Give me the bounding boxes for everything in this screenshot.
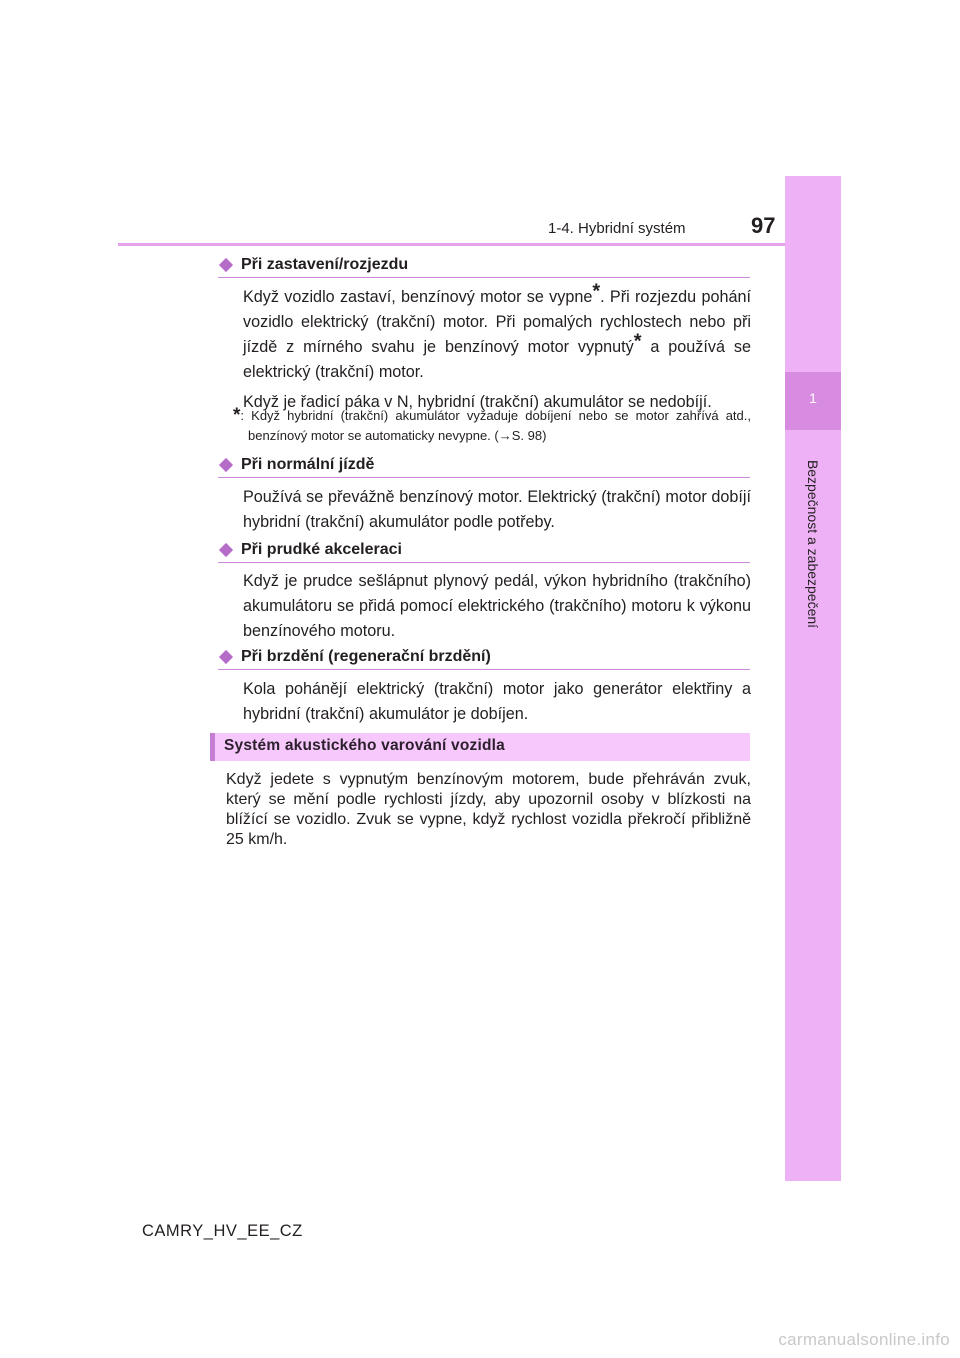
paragraph: Používá se převážně benzínový motor. Elektrický (trakční) motor dobíjí hybridní (trakční) akumulátor podle potřeby.	[243, 488, 751, 531]
footnote-marker: *	[233, 404, 241, 426]
text-run: . Při rozjezdu pohání vozidlo elektrický (trakční) motor. Při pomalých rychlostech nebo při jízdě z mírného svahu je benzínový motor vypnutý	[243, 288, 751, 356]
asterisk-marker: *	[592, 280, 601, 303]
section-heading	[218, 455, 374, 475]
paragraph	[243, 280, 751, 385]
section-rule	[218, 562, 750, 563]
page-number: 97	[751, 213, 776, 238]
section-title: Při brzdění (regenerační brzdění)	[241, 648, 491, 665]
header-rule	[118, 243, 841, 246]
section-body	[243, 569, 751, 649]
section-title: Při zastavení/rozjezdu	[241, 256, 409, 273]
paragraph: Když je prudce sešlápnut plynový pedál, výkon hybridního (trakčního) akumulátoru se přidá pomocí elektrického (trakčního) motoru k výkonu benzínového motoru.	[243, 572, 751, 640]
banner-paragraph: Když jedete s vypnutým benzínovým motorem, bude přehráván zvuk, který se mění podle rychlosti jízdy, aby upozornil osoby v blízkosti na blížící se vozidlo. Zvuk se vypne, když rychlost vozidla překročí přibližně 25 km/h.	[226, 771, 751, 848]
text-run: a používá se elektrický (trakční) motor.	[243, 338, 751, 381]
section-title: Při normální jízdě	[241, 456, 375, 473]
side-tab	[785, 176, 841, 1181]
banner-title: Systém akustického varování vozidla	[224, 737, 505, 754]
chapter-title: Bezpečnost a zabezpečení	[805, 459, 821, 629]
text-run: Když vozidlo zastaví, benzínový motor se vypne	[243, 288, 593, 306]
page-reference-link[interactable]: S. 98)	[511, 428, 547, 443]
section-heading	[218, 255, 408, 275]
footnote-text: : Když hybridní (trakční) akumulátor vyžaduje dobíjení nebo se motor zahřívá atd., benzínový motor se automaticky nevypne. (	[240, 408, 751, 443]
diamond-bullet-icon	[219, 258, 233, 272]
asterisk-marker: *	[633, 330, 642, 353]
footnote	[233, 406, 751, 446]
banner-accent-bar	[210, 733, 215, 761]
arrow-right-icon: →	[498, 428, 512, 443]
section-body	[243, 280, 751, 420]
section-heading	[218, 647, 491, 667]
header-title: 1-4. Hybridní systém	[548, 220, 686, 237]
diamond-bullet-icon	[219, 650, 233, 664]
section-body	[243, 485, 751, 540]
document-code: CAMRY_HV_EE_CZ	[142, 1222, 303, 1240]
chapter-number: 1	[809, 390, 817, 406]
section-banner	[210, 733, 750, 761]
paragraph: Kola pohánějí elektrický (trakční) motor jako generátor elektřiny a hybridní (trakční) akumulátor je dobíjen.	[243, 680, 751, 723]
section-rule	[218, 669, 750, 670]
paragraph: Když je řadicí páka v N, hybridní (trakční) akumulátor se nedobíjí.	[243, 393, 712, 411]
section-heading	[218, 540, 402, 560]
section-rule	[218, 277, 750, 278]
section-title: Při prudké akceleraci	[241, 541, 402, 558]
diamond-bullet-icon	[219, 543, 233, 557]
diamond-bullet-icon	[219, 458, 233, 472]
section-rule	[218, 477, 750, 478]
watermark: carmanualsonline.info	[778, 1330, 950, 1349]
section-body	[243, 677, 751, 732]
